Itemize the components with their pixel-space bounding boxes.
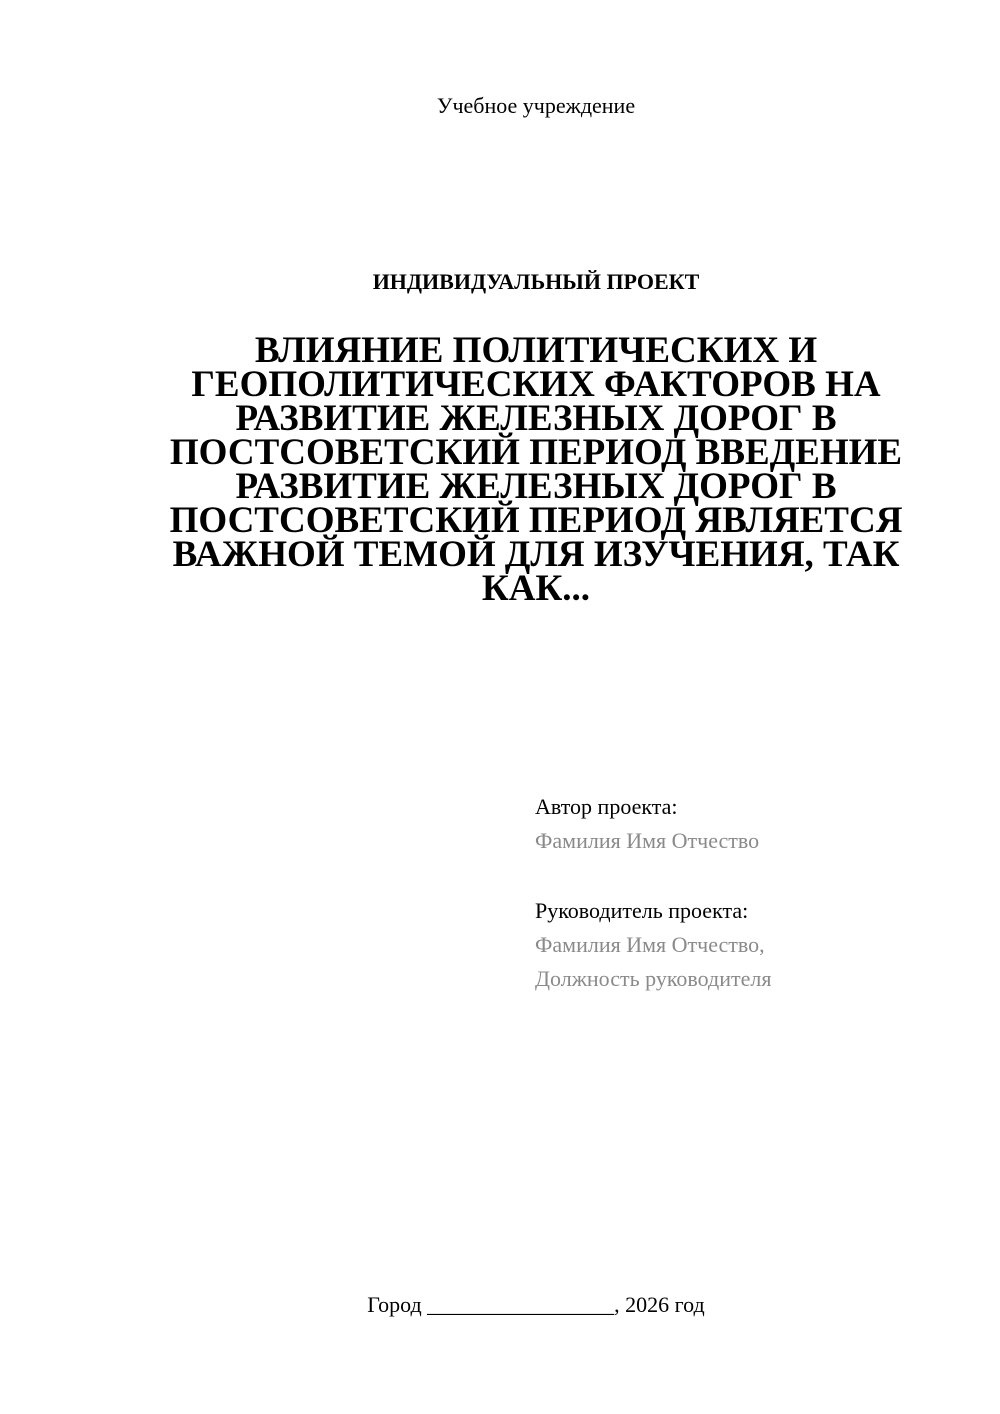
author-block (535, 790, 955, 996)
project-title: ВЛИЯНИЕ ПОЛИТИЧЕСКИХ И ГЕОПОЛИТИЧЕСКИХ ФАКТОРОВ НА РАЗВИТИЕ ЖЕЛЕЗНЫХ ДОРОГ В ПОСТСОВЕТСКИЙ ПЕРИОД ВВЕДЕНИЕ РАЗВИТИЕ ЖЕЛЕЗНЫХ ДОРОГ В ПОСТСОВЕТСКИЙ ПЕРИОД ЯВЛЯЕТСЯ ВАЖНОЙ ТЕМОЙ ДЛЯ ИЗУЧЕНИЯ, ТАК КАК... (169, 330, 903, 609)
author-label: Автор проекта: (535, 794, 678, 819)
city-year-line: Город _________________, 2026 год (367, 1292, 705, 1317)
supervisor-name: Фамилия Имя Отчество, (535, 932, 765, 957)
spacer (535, 858, 955, 894)
project-type-heading: ИНДИВИДУАЛЬНЫЙ ПРОЕКТ (372, 269, 700, 294)
supervisor-position: Должность руководителя (535, 966, 772, 991)
institution-name: Учебное учреждение (436, 93, 636, 118)
author-name: Фамилия Имя Отчество (535, 828, 760, 853)
supervisor-label: Руководитель проекта: (535, 898, 749, 923)
